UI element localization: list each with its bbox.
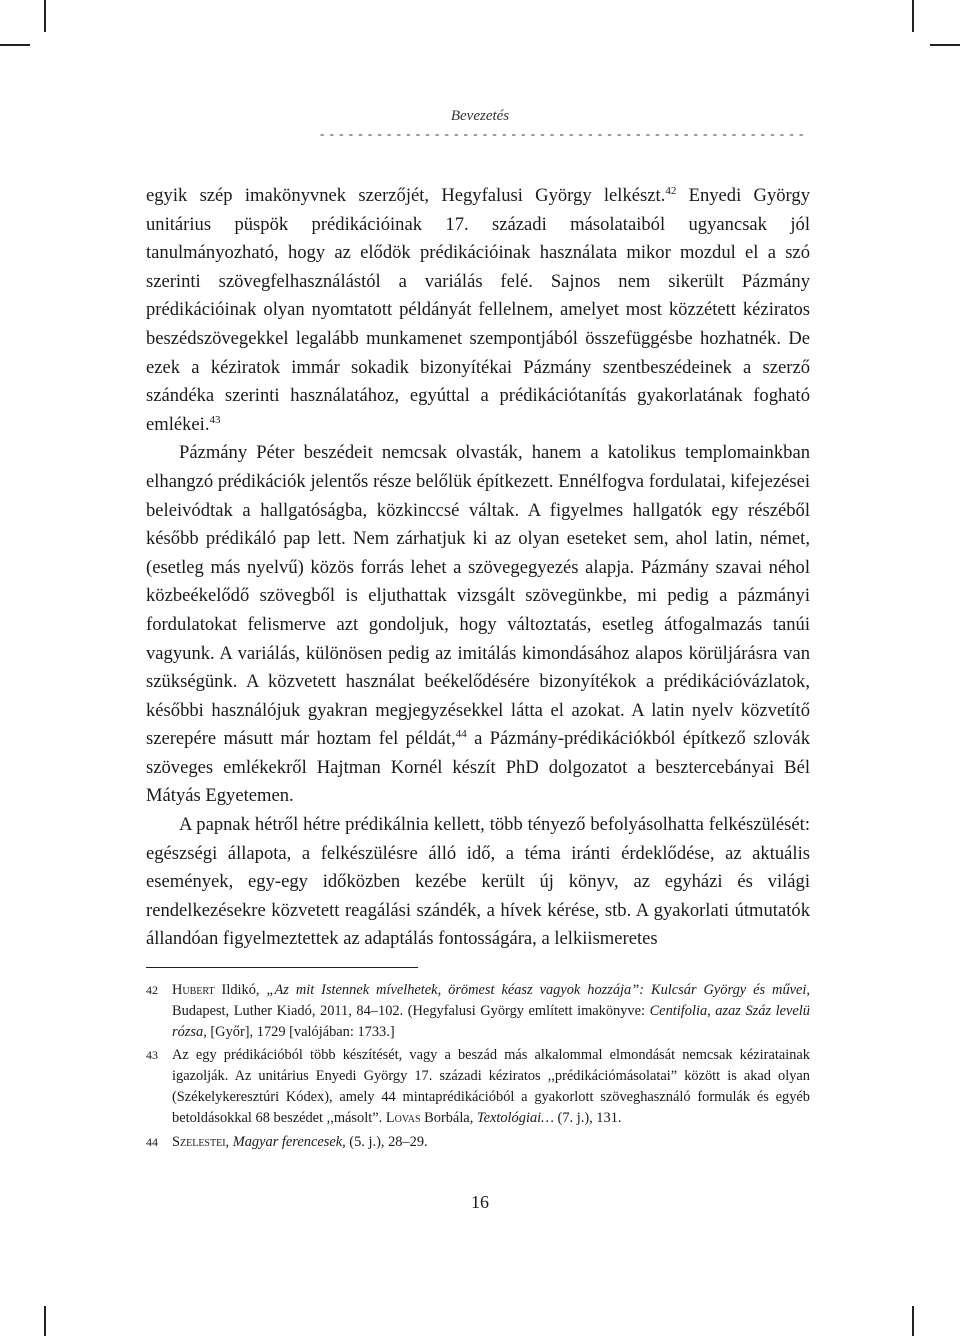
footnote-ref-44[interactable]: 44	[455, 728, 467, 741]
paragraph-3: A papnak hétről hétre prédikálnia kellett, több tényező befolyásolhatta felkészülését: egészségi állapota, a felkészülésre álló idő, a téma iránti érdeklődése, az aktuális események, egy-egy időközben kezébe került új könyv, az egyházi és világi rendelkezésekre közvetett reagálási szándék, a hívek kérése, stb. A gyakorlati útmutatók állandóan figyelmeztettek az adaptálás fontosságára, a lelkiismeretes	[146, 814, 810, 950]
footnote-44: 44 Szelestei, Magyar ferencesek, (5. j.), 28–29.	[146, 1132, 810, 1153]
crop-mark-top-left-horizontal	[0, 44, 30, 46]
crop-mark-bottom-left-vertical	[44, 1306, 46, 1336]
paragraph-2: Pázmány Péter beszédeit nemcsak olvasták, hanem a katolikus templomainkban elhangzó prédikációk jelentős része belőlük építkezett. Ennélfogva fordulatai, kifejezései beleivódtak a hallgatóságba, közkinccsé váltak. A figyelmes hallgatók egy részéből később prédikáló pap lett. Nem zárhatjuk ki az olyan eseteket sem, ahol latin, német, (esetleg más nyelvű) közös forrás lehet a szövegegyezés alapja. Pázmány szavai néhol közbeékelődő szövegből is eljuthattak vizsgált szövegünkbe, mi pedig a pázmányi fordulatokat felismerve azt gondoljuk, hogy változtatás, esetleg átfogalmazás tanúi vagyunk. A variálás, különösen pedig az imitálás kimondásához alapos körüljárásra van szükségünk. A közvetett használat beékelődésére bizonyítékok a prédikációvázlatok, későbbi használójuk gyakran megjegyzésekkel látta el azokat. A latin nyelv közvetítő szerepére másutt már hoztam fel példát,$^{44}$ a Pázmány-prédikációkból építkező szlovák szöveges emlékekről Hajtman Kornél készít PhD dolgozatot a besztercebányai Bél Mátyás Egyetemen.	[146, 442, 810, 807]
running-header-dashed-rule: - - - - - - - - - - - - - - - - - - - - - - - - - - - - - - - - - - - - - - - - - - - - - - - - - - -	[320, 126, 805, 141]
page-number: 16	[471, 1192, 489, 1212]
footnote-number: 43	[146, 1048, 158, 1063]
footnote-42: 42 Hubert Ildikó, „Az mit Istennek mívelhetek, örömest kéasz vagyok hozzája”: Kulcsár György és művei, Budapest, Luther Kiadó, 2011, 84–102. (Hegyfalusi György említett imakönyve: Centifolia, azaz Száz levelü rózsa, [Győr], 1729 [valójában: 1733.]	[146, 982, 811, 1040]
footnotes	[146, 980, 810, 1155]
footnote-number: 42	[146, 983, 158, 997]
footnote-separator	[146, 967, 418, 968]
footnote-number: 44	[146, 1134, 158, 1149]
paragraph-1: egyik szép imakönyvnek szerzőjét, Hegyfalusi György lelkészt.$^{42}$ Enyedi György unitárius püspök prédikációinak 17. századi másolataiból ugyancsak jól tanulmányozható, hogy az elődök prédikációinak használata mikor mozdul el a szó szerinti szövegfelhasználástól a variálás felé. Sajnos nem sikerült Pázmány prédikációinak olyan nyomtatott példányát fellelnem, amelyet most közzétett kéziratos beszédszövegekkel legalább munkamenet szempontjából összefüggésbe hozhatnék. De ezek a kéziratok immár sokadik bizonyítékai Pázmány szentbeszédeinek a szerző szándéka szerinti használatához, egyúttal a prédikációtanítás gyakorlatának fogható emlékei.$^{43}$	[146, 184, 810, 435]
crop-mark-bottom-right-vertical	[912, 1306, 914, 1336]
crop-mark-top-right-vertical	[912, 0, 914, 32]
footnote-ref-42[interactable]: 42	[665, 184, 677, 197]
running-header-title: Bevezetés	[450, 108, 510, 124]
crop-mark-top-right-horizontal	[930, 44, 960, 46]
main-body-text	[146, 182, 810, 954]
footnote-43: 43 Az egy prédikációból több készítését, vagy a beszád más alkalommal elmondását nemcsak kéziratainak igazolják. Az unitárius Enyedi György 17. századi kéziratos ,,prédikációmásolatai” között is akad olyan (Székelykeresztúri Kódex), amely 44 mintaprédikációból a gyakorlott szöveghasználó formulák és egyéb betoldásokkal 68 beszédet ,,másolt”. Lovas Borbála, Textológiai… (7. j.), 131.	[146, 1047, 810, 1126]
footnote-ref-43[interactable]: 43	[209, 413, 221, 426]
crop-mark-top-left-vertical	[44, 0, 46, 32]
